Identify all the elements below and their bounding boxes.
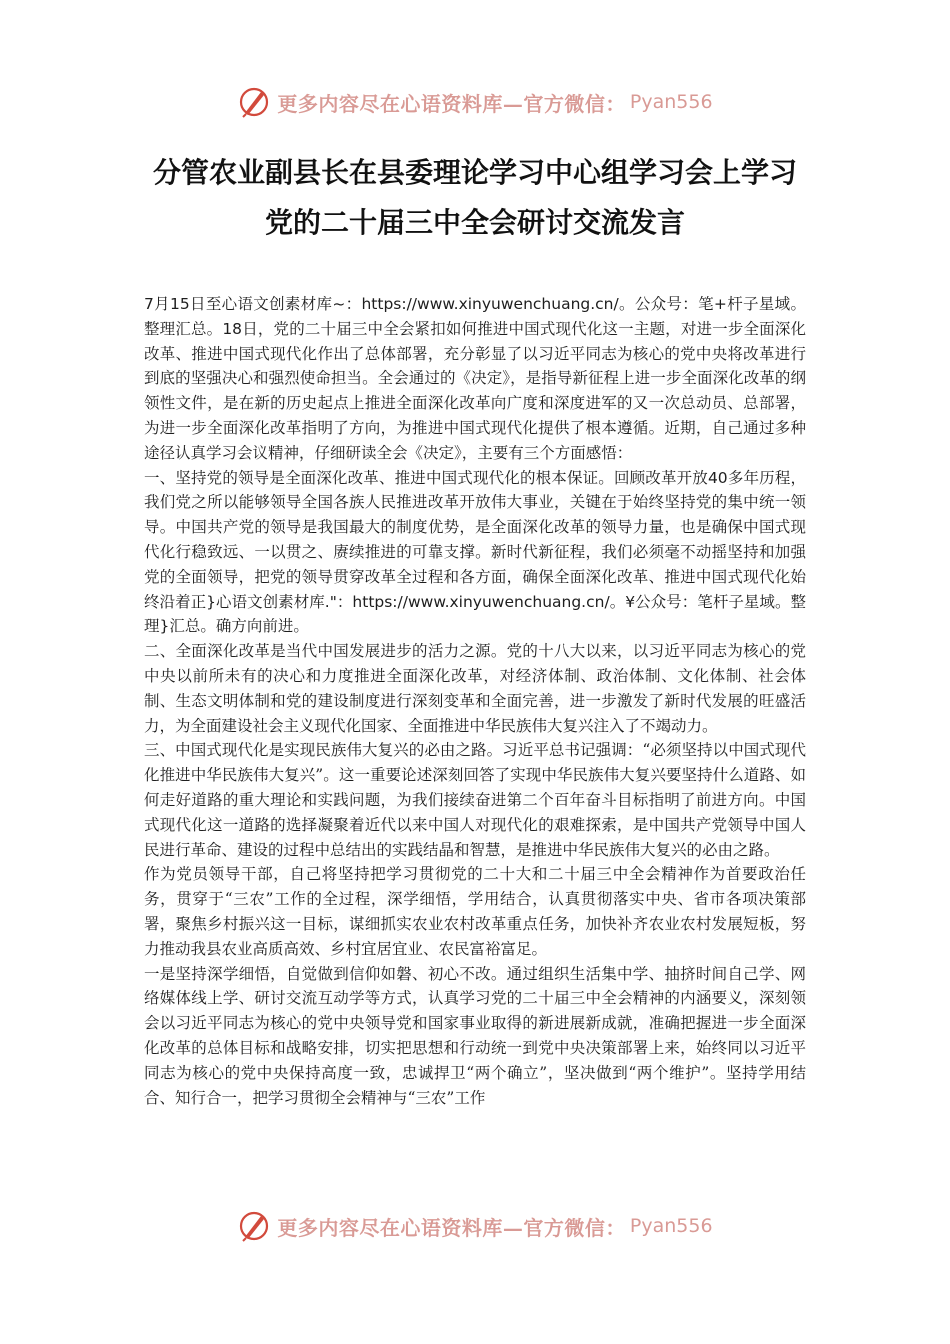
title-line-2: 党的二十届三中全会研讨交流发言 (264, 206, 685, 239)
paragraph-measure-1: 一是坚持深学细悟，自觉做到信仰如磐、初心不改。通过组织生活集中学、抽挤时间自己学、网络媒体线上学、研讨交流互动学等方式，认真学习党的二十届三中全会精神的内涵要义，深刻领会以习近平同志为核心的党中央领导党和国家事业取得的新进展新成就，准确把握进一步全面深化改革的总体目标和战略安排，切实把思想和行动统一到党中央决策部署上来，始终同以习近平同志为核心的党中央保持高度一致，忠诚捍卫“两个确立”，坚决做到“两个维护”。坚持学用结合、知行合一，把学习贯彻全会精神与“三农”工作 (144, 964, 806, 1107)
watermark-banner-top (0, 82, 950, 122)
watermark-banner-bottom (0, 1206, 950, 1246)
paragraph-commitment: 作为党员领导干部，自己将坚持把学习贯彻党的二十大和二十届三中全会精神作为首要政治任务，贯穿于“三农”工作的全过程，深学细悟，学用结合，认真贯彻落实中央、省市各项决策部署，聚焦乡村振兴这一目标，谋细抓实农业农村改革重点任务，加快补齐农业农村发展短板，努力推动我县农业高质高效、乡村宜居宜业、农民富裕富足。 (144, 865, 806, 958)
title-line-1: 分管农业副县长在县委理论学习中心组学习会上学习 (152, 156, 797, 189)
watermark-text: 更多内容尽在心语资料库—官方微信： (277, 91, 626, 116)
pen-logo-icon (237, 1209, 271, 1243)
watermark-wechat-id: Pyan556 (629, 91, 713, 113)
paragraph-point-2: 二、全面深化改革是当代中国发展进步的活力之源。党的十八大以来，以习近平同志为核心的党中央以前所未有的决心和力度推进全面深化改革，对经济体制、政治体制、文化体制、社会体制、生态文明体制和党的建设制度进行深刻变革和全面完善，进一步激发了新时代发展的旺盛活力，为全面建设社会主义现代化国家、全面推进中华民族伟大复兴注入了不竭动力。 (144, 642, 806, 735)
document-body (144, 292, 806, 1110)
paragraph-point-1: 一、坚持党的领导是全面深化改革、推进中国式现代化的根本保证。回顾改革开放40多年历程，我们党之所以能够领导全国各族人民推进改革开放伟大事业，关键在于始终坚持党的集中统一领导。中国共产党的领导是我国最大的制度优势，是全面深化改革的领导力量，也是确保中国式现代化行稳致远、一以贯之、赓续推进的可靠支撑。新时代新征程，我们必须毫不动摇坚持和加强党的全面领导，把党的领导贯穿改革全过程和各方面，确保全面深化改革、推进中国式现代化始终沿着正}心语文创素材库."：https://www.xinyuwenchuang.cn/。¥公众号：笔杆子星域。整理}汇总。确方向前进。 (144, 468, 806, 636)
paragraph-intro: 7月15日至心语文创素材库~：https://www.xinyuwenchuang.cn/。公众号：笔+杆子星域。整理汇总。18日，党的二十届三中全会紧扣如何推进中国式现代化这一主题，对进一步全面深化改革、推进中国式现代化作出了总体部署，充分彰显了以习近平同志为核心的党中央将改革进行到底的坚强决心和强烈使命担当。全会通过的《决定》，是指导新征程上进一步全面深化改革的纲领性文件，是在新的历史起点上推进全面深化改革向广度和深度进军的又一次总动员、总部署，为进一步全面深化改革指明了方向，为推进中国式现代化提供了根本遵循。近期，自己通过多种途径认真学习会议精神，仔细研读全会《决定》，主要有三个方面感悟： (144, 295, 806, 462)
watermark-text: 更多内容尽在心语资料库—官方微信： (277, 1215, 626, 1240)
watermark-wechat-id: Pyan556 (629, 1215, 713, 1237)
document-title (110, 148, 840, 248)
paragraph-point-3: 三、中国式现代化是实现民族伟大复兴的必由之路。习近平总书记强调：“必须坚持以中国式现代化推进中华民族伟大复兴”。这一重要论述深刻回答了实现中华民族伟大复兴要坚持什么道路、如何走好道路的重大理论和实践问题，为我们接续奋进第二个百年奋斗目标指明了前进方向。中国式现代化这一道路的选择凝聚着近代以来中国人对现代化的艰难探索，是中国共产党领导中国人民进行革命、建设的过程中总结出的实践结晶和智慧，是推进中华民族伟大复兴的必由之路。 (144, 741, 806, 859)
document-body-viewport (130, 292, 820, 1190)
pen-logo-icon (237, 85, 271, 119)
